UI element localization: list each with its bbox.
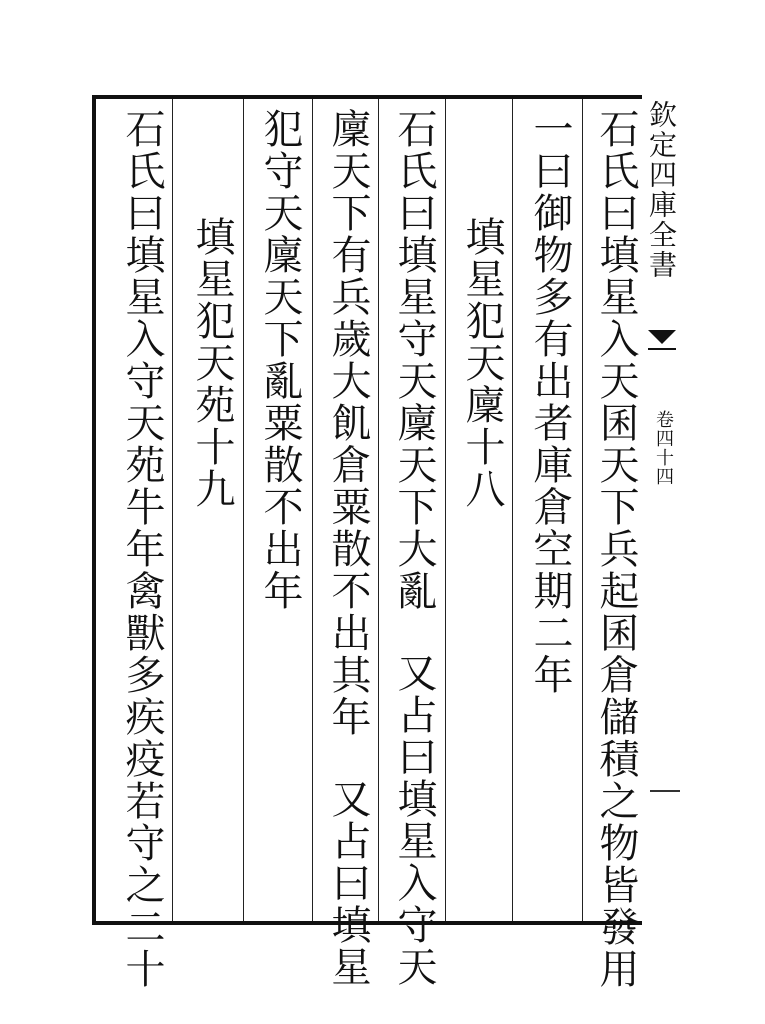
- text-column-5: [322, 108, 374, 988]
- column-rule: [512, 99, 513, 921]
- column-text: 一曰御物多有出者庫倉空期二年: [527, 108, 573, 696]
- margin-rule: [650, 790, 680, 792]
- column-rule: [445, 99, 446, 921]
- column-text: 石氏曰填星入守天苑牛年禽獸多疾疫若守之二十: [119, 108, 165, 990]
- book-title: 欽定四庫全書: [645, 100, 678, 280]
- section-heading: 填星犯天廩十八: [459, 216, 505, 510]
- text-column-3-heading: [456, 216, 508, 510]
- column-text: 又占曰填星入守天: [391, 652, 437, 988]
- text-column-2: [524, 108, 576, 696]
- column-rule: [172, 99, 173, 921]
- text-column-6: [254, 108, 306, 612]
- column-rule: [378, 99, 379, 921]
- fish-tail-line: [648, 348, 676, 350]
- column-rule: [312, 99, 313, 921]
- text-column-7-heading: [186, 216, 238, 510]
- fish-tail-mark: [648, 330, 676, 344]
- column-text: 廩天下有兵歲大飢倉粟散不出其年: [325, 108, 371, 738]
- section-heading: 填星犯天苑十九: [189, 216, 235, 510]
- column-text: 石氏曰填星守天廩天下大亂: [391, 108, 437, 612]
- text-column-1: [590, 108, 642, 990]
- juan-number: 卷四十四: [653, 410, 674, 486]
- column-rule: [582, 99, 583, 921]
- text-column-4: [388, 108, 440, 988]
- column-text: 犯守天廩天下亂粟散不出年: [257, 108, 303, 612]
- column-text: 又占曰填星: [325, 778, 371, 988]
- column-text: 石氏曰填星入天囷天下兵起囷倉儲積之物皆發用: [593, 108, 639, 990]
- text-column-8: [116, 108, 168, 990]
- column-rule: [243, 99, 244, 921]
